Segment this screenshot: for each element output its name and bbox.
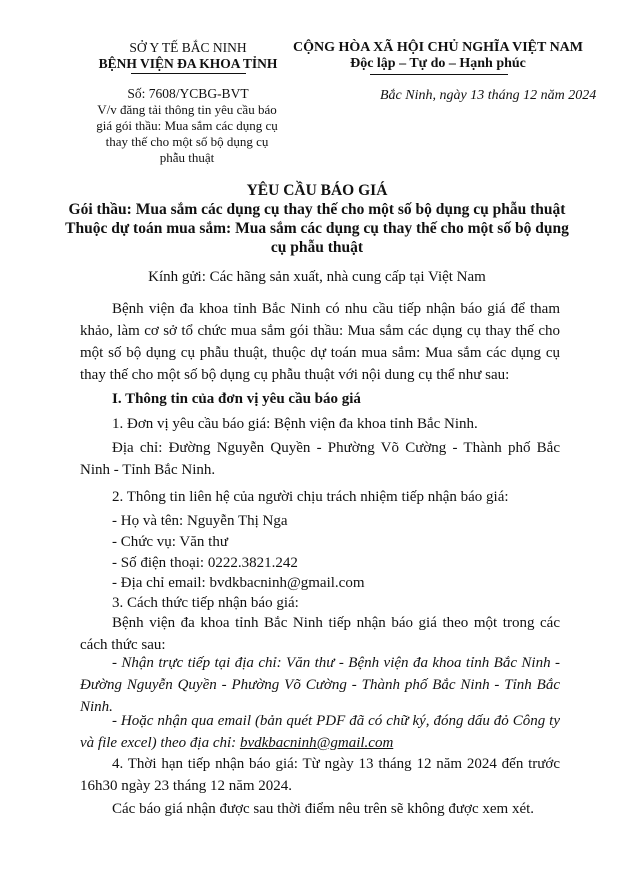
section-1-heading: I. Thông tin của đơn vị yêu cầu báo giá bbox=[112, 391, 361, 407]
place-date: Bắc Ninh, ngày 13 tháng 12 năm 2024 bbox=[380, 88, 597, 103]
contact-email: - Địa chỉ email: bvdkbacninh@gmail.com bbox=[112, 575, 365, 591]
document-subject: V/v đăng tải thông tin yêu cầu báo giá gói thầu: Mua sắm các dụng cụ thay thế cho một số bộ dụng cụ phẫu thuật bbox=[96, 102, 278, 165]
item-4-deadline: 4. Thời hạn tiếp nhận báo giá: Từ ngày 13 tháng 12 năm 2024 đến trước 16h30 ngày 23 tháng 12 năm 2024. bbox=[80, 756, 560, 794]
contact-phone: - Số điện thoại: 0222.3821.242 bbox=[112, 555, 298, 571]
document-number: Số: 7608/YCBG-BVT bbox=[127, 86, 249, 101]
item-2-contact: 2. Thông tin liên hệ của người chịu trách nhiệm tiếp nhận báo giá: bbox=[112, 489, 509, 505]
item-1-requester: 1. Đơn vị yêu cầu báo giá: Bệnh viện đa khoa tỉnh Bắc Ninh. bbox=[112, 416, 478, 432]
document-title: YÊU CẦU BÁO GIÁ bbox=[246, 182, 388, 199]
methods-intro: Bệnh viện đa khoa tỉnh Bắc Ninh tiếp nhận báo giá theo một trong các cách thức sau: bbox=[80, 615, 560, 653]
address-line: Địa chỉ: Đường Nguyễn Quyền - Phường Võ Cường - Thành phố Bắc Ninh - Tỉnh Bắc Ninh. bbox=[80, 440, 560, 478]
national-motto: Độc lập – Tự do – Hạnh phúc bbox=[350, 56, 526, 71]
email-link[interactable]: bvdkbacninh@gmail.com bbox=[239, 735, 394, 751]
nation-name: CỘNG HÒA XÃ HỘI CHỦ NGHĨA VIỆT NAM bbox=[292, 40, 583, 55]
package-name: Gói thầu: Mua sắm các dụng cụ thay thế cho một số bộ dụng cụ phẫu thuật bbox=[68, 201, 566, 218]
hospital-underline bbox=[131, 73, 246, 74]
method-email bbox=[80, 710, 560, 754]
contact-position: - Chức vụ: Văn thư bbox=[112, 534, 228, 550]
method-email-text: - Hoặc nhận qua email (bản quét PDF đã có chữ ký, đóng dấu đỏ Công ty và file excel) theo địa chỉ: bbox=[80, 713, 560, 751]
recipient-line: Kính gửi: Các hãng sản xuất, nhà cung cấp tại Việt Nam bbox=[148, 269, 486, 285]
ministry-name: SỞ Y TẾ BẮC NINH bbox=[129, 40, 247, 55]
item-3-method: 3. Cách thức tiếp nhận báo giá: bbox=[112, 595, 299, 611]
motto-underline bbox=[370, 74, 508, 75]
late-quote-note: Các báo giá nhận được sau thời điểm nêu trên sẽ không được xem xét. bbox=[112, 801, 535, 817]
contact-name: - Họ và tên: Nguyễn Thị Nga bbox=[112, 513, 288, 529]
estimate-name: Thuộc dự toán mua sắm: Mua sắm các dụng cụ thay thế cho một số bộ dụng cụ phẫu thuật bbox=[65, 220, 569, 256]
hospital-name: BỆNH VIỆN ĐA KHOA TỈNH bbox=[98, 56, 278, 71]
method-direct: - Nhận trực tiếp tại địa chỉ: Văn thư - Bệnh viện đa khoa tỉnh Bắc Ninh - Đường Nguyễn Quyền - Phường Võ Cường - Thành phố Bắc Ninh - Tỉnh Bắc Ninh. bbox=[80, 655, 560, 715]
intro-paragraph: Bệnh viện đa khoa tỉnh Bắc Ninh có nhu cầu tiếp nhận báo giá để tham khảo, làm cơ sở tổ chức mua sắm gói thầu: Mua sắm các dụng cụ thay thế cho một số bộ dụng cụ phẫu thuật, thuộc dự toán mua sắm: Mua sắm các dụng cụ thay thế cho một số bộ dụng cụ phẫu thuật với nội dung cụ thể như sau: bbox=[80, 301, 560, 383]
